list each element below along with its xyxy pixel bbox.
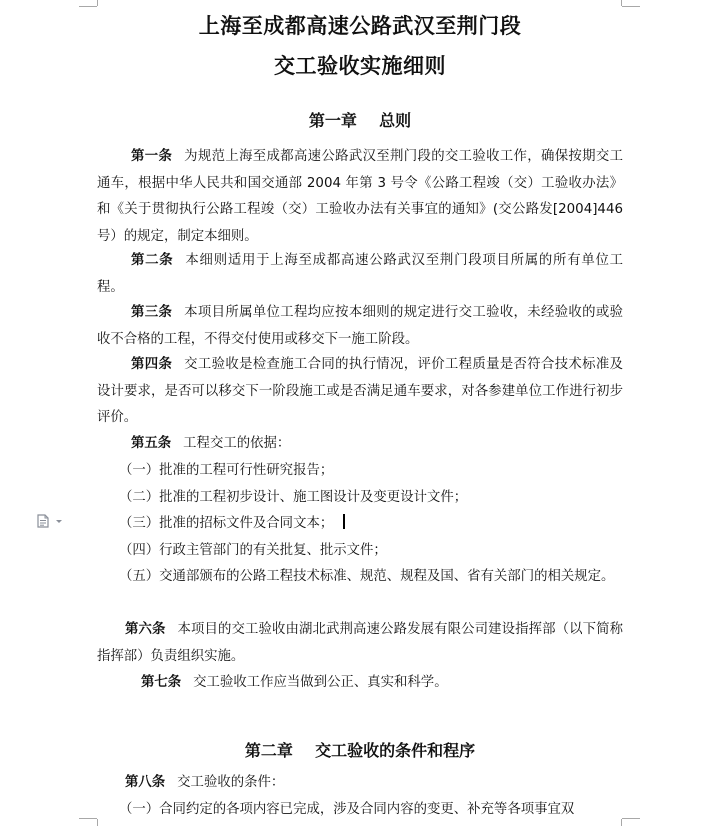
crop-mark xyxy=(621,0,622,6)
crop-mark xyxy=(79,6,97,7)
article-text: 工程交工的依据： xyxy=(183,436,291,451)
list-item: （四）行政主管部门的有关批复、批示文件； xyxy=(119,543,387,558)
document-subtitle: 交工验收实施细则 xyxy=(274,53,446,78)
list-item xyxy=(97,511,623,538)
article-text: 本细则适用于上海至成都高速公路武汉至荆门段项目所属的所有单位工程。 xyxy=(97,253,624,295)
article-label: 第八条 xyxy=(125,775,166,790)
article-label: 第二条 xyxy=(131,253,174,268)
article-label: 第一条 xyxy=(131,149,173,164)
article-4 xyxy=(97,352,623,432)
article-label: 第三条 xyxy=(131,305,173,320)
list-item: （二）批准的工程初步设计、施工图设计及变更设计文件； xyxy=(119,490,468,505)
article-1 xyxy=(97,144,623,250)
chapter-heading: 第二章 交工验收的条件和程序 xyxy=(244,741,476,760)
crop-mark xyxy=(622,818,640,819)
list-item: （五）交通部颁布的公路工程技术标准、规范、规程及国、省有关部门的相关规定。 xyxy=(119,569,615,584)
article-5 xyxy=(97,431,623,458)
document-icon[interactable] xyxy=(36,513,66,527)
chapter-heading: 第一章 总则 xyxy=(308,111,412,130)
article-text: 本项目的交工验收由湖北武荆高速公路发展有限公司建设指挥部（以下简称指挥部）负责组织实施。 xyxy=(97,622,624,664)
article-text: 交工验收工作应当做到公正、真实和科学。 xyxy=(193,675,448,690)
article-label: 第六条 xyxy=(125,622,166,637)
text-cursor xyxy=(343,514,345,529)
article-label: 第五条 xyxy=(131,436,172,451)
article-8 xyxy=(97,770,623,797)
list-item: （一）批准的工程可行性研究报告； xyxy=(119,463,334,478)
article-text: 本项目所属单位工程均应按本细则的规定进行交工验收，未经验收的或验收不合格的工程，不得交付使用或移交下一施工阶段。 xyxy=(97,305,623,347)
article-text: 交工验收是检查施工合同的执行情况，评价工程质量是否符合技术标准及设计要求，是否可以移交下一阶段施工或是否满足通车要求，对各参建单位工作进行初步评价。 xyxy=(97,357,623,425)
crop-mark xyxy=(622,6,640,7)
list-item: （一）合同约定的各项内容已完成，涉及合同内容的变更、补充等各项事宜双 xyxy=(119,802,575,817)
crop-mark xyxy=(97,0,98,6)
document-title: 上海至成都高速公路武汉至荆门段 xyxy=(198,13,522,38)
article-label: 第七条 xyxy=(141,675,182,690)
article-7 xyxy=(97,670,623,697)
article-3 xyxy=(97,300,623,353)
article-2 xyxy=(97,248,623,301)
article-text: 为规范上海至成都高速公路武汉至荆门段的交工验收工作，确保按期交工通车，根据中华人民共和国交通部 2004 年第 3 号令《公路工程竣（交）工验收办法》和《关于贯彻执行公路工程竣（交）工验收办法有关事宜的通知》(交公路发[2004]446 号）的规定，制定本细则。 xyxy=(97,149,623,244)
list-item-text: （三）批准的招标文件及合同文本； xyxy=(119,516,334,531)
article-label: 第四条 xyxy=(131,357,173,372)
article-6 xyxy=(97,617,623,670)
article-text: 交工验收的条件： xyxy=(177,775,285,790)
crop-mark xyxy=(79,818,97,819)
